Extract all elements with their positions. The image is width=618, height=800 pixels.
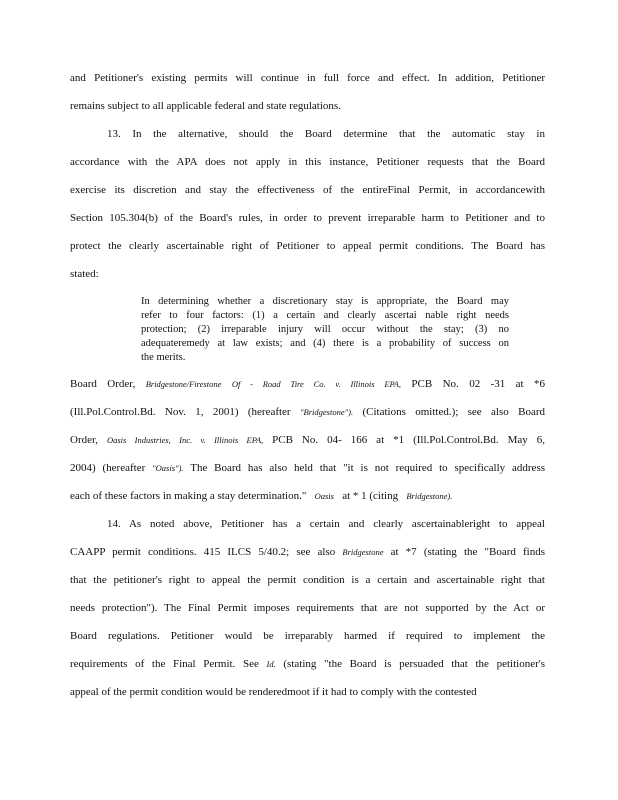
body-line: accordance with the APA does not apply in this instance, Petitioner requests that the Board	[70, 156, 545, 168]
citation-line	[70, 489, 452, 503]
case-name: Oasis	[314, 491, 334, 501]
citation-line	[70, 433, 545, 447]
citation-text: Order,	[70, 434, 98, 446]
case-name: Bridgestone/Firestone	[145, 379, 222, 389]
case-name: "Oasis").	[152, 463, 184, 473]
body-line: appeal of the permit condition would be renderedmoot if it had to comply with the contested	[70, 686, 477, 698]
body-line	[70, 657, 545, 671]
block-quote-line: the merits.	[141, 352, 186, 363]
citation-text: PCB No. 02 -31 at *6	[411, 378, 546, 390]
body-line: and Petitioner's existing permits will continue in full force and effect. In addition, Petitioner	[70, 72, 545, 84]
citation-text: (Citations omitted.); see also Board	[362, 406, 545, 418]
citation-line	[70, 405, 545, 419]
body-line: that the petitioner's right to appeal the permit condition is a certain and ascertainable right that	[70, 574, 545, 586]
citation-text: 2004) (hereafter	[70, 462, 146, 474]
body-line: Section 105.304(b) of the Board's rules, in order to prevent irreparable harm to Petitioner and to	[70, 212, 545, 224]
citation-text: each of these factors in making a stay determination."	[70, 490, 307, 502]
citation-text: The Board has also held that "it is not required to specifically address	[190, 462, 546, 474]
paragraph-14-start: 14. As noted above, Petitioner has a certain and clearly ascertainableright to appeal	[107, 518, 545, 530]
body-line: exercise its discretion and stay the effectiveness of the entireFinal Permit, in accordancewith	[70, 184, 545, 196]
citation-text: Board Order,	[70, 378, 136, 390]
body-line	[70, 545, 545, 559]
citation-line	[70, 377, 545, 391]
body-text: (stating "the Board is persuaded that the petitioner's	[283, 658, 545, 670]
case-name: "Bridgestone").	[299, 407, 354, 417]
case-name: Bridgestone	[342, 547, 384, 557]
citation-text: PCB No. 04- 166 at *1 (Ill.Pol.Control.Bd. May 6,	[272, 434, 546, 446]
case-name: Id.	[266, 659, 276, 669]
body-text: requirements of the Final Permit. See	[70, 658, 259, 670]
citation-text: (Ill.Pol.Control.Bd. Nov. 1, 2001) (hereafter	[70, 406, 291, 418]
body-line: stated:	[70, 268, 99, 280]
block-quote-line: refer to four factors: (1) a certain and clearly ascertai nable right needs	[141, 310, 509, 321]
body-line: protect the clearly ascertainable right of Petitioner to appeal permit conditions. The Board has	[70, 240, 545, 252]
body-line: Board regulations. Petitioner would be irreparably harmed if required to implement the	[70, 630, 545, 642]
body-text: at *7 (stating the "Board finds	[390, 546, 546, 558]
citation-line	[70, 461, 545, 475]
case-name: Bridgestone).	[406, 491, 453, 501]
body-text: CAAPP permit conditions. 415 ILCS 5/40.2; see also	[70, 546, 336, 558]
body-line: remains subject to all applicable federal and state regulations.	[70, 100, 341, 112]
case-name: Oasis Industries, Inc. v. Illinois EPA,	[106, 435, 264, 445]
block-quote-line: In determining whether a discretionary stay is appropriate, the Board may	[141, 296, 509, 307]
block-quote-line: adequateremedy at law exists; and (4) there is a probability of success on	[141, 338, 509, 349]
block-quote-line: protection; (2) irreparable injury will occur without the stay; (3) no	[141, 324, 509, 335]
paragraph-13-start: 13. In the alternative, should the Board determine that the automatic stay in	[107, 128, 545, 140]
case-name: Of - Road Tire Co. v. Illinois EPA,	[231, 379, 401, 389]
body-line: needs protection"). The Final Permit imposes requirements that are not supported by the Act or	[70, 602, 545, 614]
citation-text: at * 1 (citing	[342, 490, 399, 502]
